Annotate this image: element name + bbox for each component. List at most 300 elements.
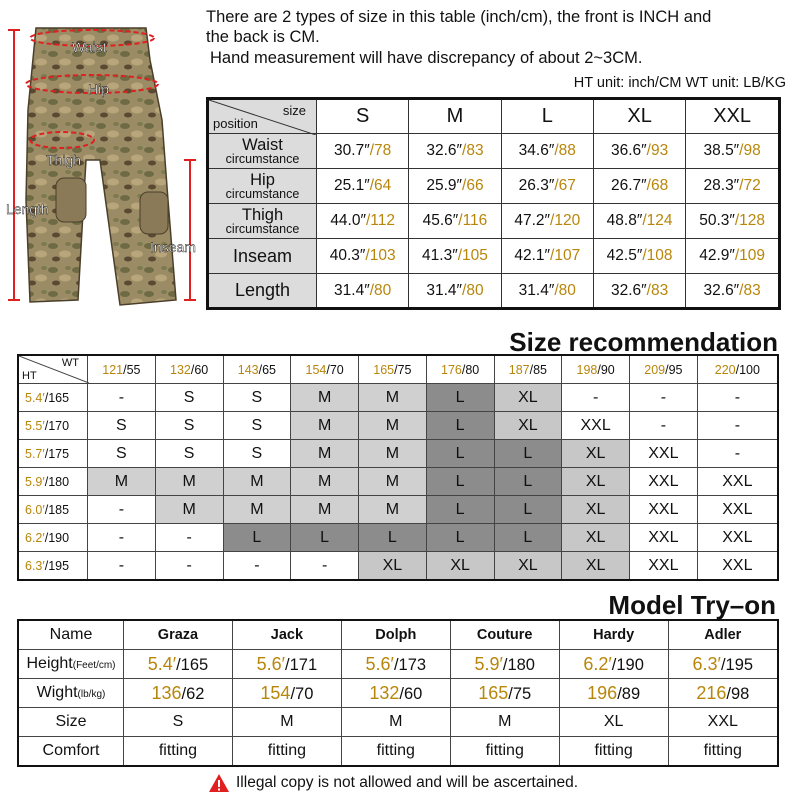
- height-header: [18, 440, 88, 468]
- inch-value: 25.1″: [334, 177, 370, 194]
- height-ft: 5.4′: [147, 653, 177, 674]
- size-value: [593, 204, 685, 239]
- inch-value: 30.7″: [334, 142, 370, 159]
- size-value: [686, 274, 780, 309]
- size-value: [317, 239, 409, 274]
- weight-kg: /62: [181, 684, 205, 703]
- cm-value: /93: [646, 142, 669, 159]
- height-ft: 6.2′: [25, 530, 45, 545]
- size-row-label: [208, 169, 317, 204]
- model-weight: [232, 679, 341, 708]
- tryon-weight-row: [18, 679, 778, 708]
- recommended-size: L: [494, 496, 562, 524]
- height-cm: /185: [44, 502, 70, 517]
- recommended-size: S: [155, 440, 223, 468]
- height-unit: (Feet/cm): [72, 660, 116, 671]
- recommended-size: M: [223, 496, 291, 524]
- size-value: [409, 274, 501, 309]
- weight-header: [494, 355, 562, 384]
- size-row: [208, 134, 780, 169]
- size-row: [208, 239, 780, 274]
- tryon-size-row: [18, 708, 778, 737]
- height-ft: 5.6′: [256, 653, 286, 674]
- model-size: M: [341, 708, 450, 737]
- corner-wt: WT: [61, 357, 79, 369]
- weight-lb: 136: [151, 682, 182, 703]
- size-row: [208, 169, 780, 204]
- recommended-size: XXL: [630, 468, 698, 496]
- height-ft: 5.9′: [474, 653, 503, 674]
- inch-value: 34.6″: [518, 142, 555, 159]
- height-row: [18, 524, 778, 552]
- tryon-name-row-label: [18, 620, 124, 650]
- recommended-size: L: [494, 524, 562, 552]
- weight-kg: /70: [326, 362, 344, 377]
- tryon-height-row: [18, 650, 778, 679]
- recommended-size: XXL: [630, 552, 698, 581]
- recommended-size: M: [359, 468, 427, 496]
- weight-header: [88, 355, 156, 384]
- height-cm: /175: [44, 446, 70, 461]
- recommended-size: XL: [359, 552, 427, 581]
- recommended-size: -: [155, 552, 223, 581]
- size-value: [409, 134, 501, 169]
- size-value: [317, 274, 409, 309]
- model-size: M: [232, 708, 341, 737]
- recommended-size: L: [494, 468, 562, 496]
- size-header: M: [409, 99, 501, 134]
- recommendation-table: [17, 354, 779, 581]
- copyright-warning: [208, 773, 578, 793]
- model-size: S: [124, 708, 233, 737]
- height-row: [18, 412, 778, 440]
- cm-value: /66: [462, 177, 484, 194]
- measure-name: Waist: [242, 135, 283, 154]
- weight-lb: 132: [369, 682, 400, 703]
- model-size: XXL: [668, 708, 778, 737]
- cm-value: /68: [646, 177, 669, 194]
- weight-kg: /55: [123, 362, 141, 377]
- model-weight: [668, 679, 778, 708]
- model-height: [450, 650, 559, 679]
- inch-value: 26.7″: [610, 177, 647, 194]
- size-value: [501, 169, 593, 204]
- size-value: [501, 134, 593, 169]
- weight-lb: 165: [478, 682, 509, 703]
- height-label: Height: [26, 655, 73, 672]
- inch-value: 31.4″: [518, 281, 555, 299]
- height-cm: /180: [502, 655, 535, 674]
- weight-kg: /75: [394, 362, 412, 377]
- knee-pad-right: [140, 192, 168, 234]
- comfort-label: Comfort: [42, 742, 100, 759]
- model-comfort: fitting: [124, 737, 233, 767]
- pants-illustration: [0, 0, 210, 345]
- inch-value: 32.6″: [703, 281, 740, 299]
- knee-pad-left: [56, 178, 86, 222]
- cm-value: /78: [369, 142, 392, 159]
- height-cm: /165: [44, 390, 70, 405]
- warning-text: Illegal copy is not allowed and will be ascertained.: [236, 774, 579, 791]
- weight-header: [562, 355, 630, 384]
- tryon-comfort-row-label: [18, 737, 124, 767]
- recommended-size: L: [291, 524, 359, 552]
- size-row-label: [208, 239, 317, 274]
- height-cm: /173: [393, 655, 427, 674]
- height-cm: /171: [285, 655, 318, 674]
- model-height: [668, 650, 778, 679]
- tryon-table: [17, 619, 779, 767]
- inch-value: 31.4″: [334, 281, 370, 299]
- model-name: Jack: [232, 620, 341, 650]
- weight-lb: 196: [587, 682, 618, 703]
- recommended-size: XXL: [697, 496, 778, 524]
- weight-kg: /70: [290, 684, 314, 703]
- height-ft: 5.5′: [25, 418, 45, 433]
- recommended-size: XL: [562, 468, 630, 496]
- cm-value: /112: [365, 212, 395, 229]
- model-comfort: fitting: [341, 737, 450, 767]
- weight-kg: /60: [190, 362, 209, 377]
- recommended-size: XL: [562, 496, 630, 524]
- cm-value: /72: [739, 177, 761, 194]
- recommended-size: L: [426, 524, 494, 552]
- inch-value: 25.9″: [426, 177, 463, 194]
- recommendation-title: Size recommendation: [509, 327, 778, 357]
- weight-header: [630, 355, 698, 384]
- size-value: [409, 169, 501, 204]
- weight-kg: /60: [399, 684, 423, 703]
- recommended-size: -: [630, 384, 698, 412]
- recommended-size: M: [359, 412, 427, 440]
- weight-kg: /98: [726, 684, 750, 703]
- recommended-size: XXL: [630, 440, 698, 468]
- label-inseam: Inseam: [150, 239, 196, 255]
- recommended-size: S: [155, 384, 223, 412]
- model-weight: [559, 679, 668, 708]
- inch-value: 47.2″: [514, 212, 551, 229]
- corner-position-label: position: [213, 116, 258, 131]
- recommended-size: XXL: [697, 468, 778, 496]
- recommended-size: M: [291, 384, 359, 412]
- cm-value: /80: [554, 281, 576, 299]
- size-value: [593, 134, 685, 169]
- tryon-comfort-row: [18, 737, 778, 767]
- size-table-corner: [208, 99, 317, 134]
- size-value: [501, 274, 593, 309]
- size-header: XXL: [686, 99, 780, 134]
- recommended-size: S: [88, 440, 156, 468]
- weight-header-row: [18, 355, 778, 384]
- recommended-size: -: [291, 552, 359, 581]
- height-row: [18, 496, 778, 524]
- weight-kg: /85: [529, 362, 547, 377]
- recommended-size: XXL: [630, 524, 698, 552]
- weight-header: [359, 355, 427, 384]
- recommended-size: XL: [562, 552, 630, 581]
- corner-size-label: size: [282, 103, 306, 118]
- size-value: [317, 169, 409, 204]
- recommended-size: L: [426, 496, 494, 524]
- height-header: [18, 384, 88, 412]
- height-ft: 5.4′: [25, 390, 45, 405]
- recommended-size: S: [223, 440, 291, 468]
- size-value: [501, 204, 593, 239]
- recommended-size: M: [359, 384, 427, 412]
- recommended-size: M: [291, 496, 359, 524]
- height-ft: 5.9′: [25, 474, 45, 489]
- size-value: [593, 169, 685, 204]
- measure-sub: circumstance: [225, 221, 300, 236]
- height-header: [18, 496, 88, 524]
- recommended-size: -: [155, 524, 223, 552]
- height-header: [18, 468, 88, 496]
- product-figure: [0, 0, 210, 345]
- size-header: L: [501, 99, 593, 134]
- measure-name: Thigh: [241, 205, 284, 224]
- recommended-size: M: [155, 496, 223, 524]
- size-value: [686, 169, 780, 204]
- height-row: [18, 468, 778, 496]
- measure-sub: circumstance: [225, 186, 300, 201]
- recommended-size: XL: [494, 412, 562, 440]
- recommended-size: -: [88, 384, 156, 412]
- recommended-size: -: [88, 552, 156, 581]
- tryon-weight-row-label: [18, 679, 124, 708]
- model-comfort: fitting: [232, 737, 341, 767]
- height-cm: /190: [44, 530, 70, 545]
- tryon-height-row-label: [18, 650, 124, 679]
- weight-header: [291, 355, 359, 384]
- cm-value: /109: [734, 247, 766, 264]
- height-cm: /195: [720, 655, 754, 674]
- model-height: [341, 650, 450, 679]
- weight-header: [155, 355, 223, 384]
- model-height: [124, 650, 233, 679]
- units-legend: HT unit: inch/CM WT unit: LB/KG: [573, 75, 786, 91]
- cm-value: /103: [365, 247, 396, 264]
- cm-value: /67: [554, 177, 576, 194]
- cm-value: /80: [462, 281, 484, 299]
- intro-line-1: There are 2 types of size in this table (inch/cm), the front is INCH and: [206, 8, 712, 26]
- size-row: [208, 274, 780, 309]
- model-name: Graza: [124, 620, 233, 650]
- recommended-size: L: [359, 524, 427, 552]
- weight-kg: /80: [461, 362, 480, 377]
- size-row-label: [208, 134, 317, 169]
- recommended-size: XL: [562, 524, 630, 552]
- size-value: [686, 134, 780, 169]
- recommended-size: M: [155, 468, 223, 496]
- weight-lb: 187: [508, 362, 530, 377]
- weight-header: [223, 355, 291, 384]
- height-cm: /170: [44, 418, 70, 433]
- height-cm: /190: [611, 655, 644, 674]
- label-waist: Waist: [72, 39, 107, 55]
- recommended-size: -: [630, 412, 698, 440]
- height-row: [18, 384, 778, 412]
- label-thigh: Thigh: [46, 152, 82, 168]
- recommended-size: XXL: [697, 524, 778, 552]
- weight-kg: /65: [258, 362, 276, 377]
- model-comfort: fitting: [450, 737, 559, 767]
- recommended-size: S: [88, 412, 156, 440]
- intro-line-2: the back is CM.: [206, 28, 320, 46]
- recommended-size: M: [291, 468, 359, 496]
- weight-unit: (lb/kg): [77, 689, 106, 700]
- intro-line-3: Hand measurement will have discrepancy of about 2~3CM.: [210, 49, 643, 67]
- model-comfort: fitting: [559, 737, 668, 767]
- cm-value: /116: [458, 212, 488, 229]
- size-header: XL: [593, 99, 685, 134]
- weight-lb: 220: [714, 362, 736, 377]
- weight-kg: /89: [617, 684, 641, 703]
- tryon-name-row: [18, 620, 778, 650]
- size-header: S: [317, 99, 409, 134]
- cm-value: /64: [369, 177, 392, 194]
- recommended-size: L: [223, 524, 291, 552]
- weight-lb: 154: [260, 682, 291, 703]
- model-weight: [450, 679, 559, 708]
- inch-value: 32.6″: [426, 142, 463, 159]
- cm-value: /83: [462, 142, 484, 159]
- size-value: [593, 239, 685, 274]
- recommended-size: XXL: [630, 496, 698, 524]
- weight-label: Wight: [36, 684, 78, 701]
- cm-value: /107: [550, 247, 581, 264]
- size-row-label: [208, 204, 317, 239]
- height-ft: 6.3′: [692, 653, 721, 674]
- size-value: [593, 274, 685, 309]
- size-value: [686, 204, 780, 239]
- rec-corner: [18, 355, 88, 384]
- weight-header: [426, 355, 494, 384]
- tryon-size-row-label: [18, 708, 124, 737]
- inch-value: 38.5″: [703, 142, 740, 159]
- model-name: Hardy: [559, 620, 668, 650]
- height-ft: 6.2′: [583, 653, 612, 674]
- corner-ht: HT: [22, 370, 37, 382]
- inch-value: 40.3″: [329, 247, 366, 264]
- weight-lb: 121: [102, 362, 124, 377]
- height-cm: /165: [176, 655, 209, 674]
- size-label: Size: [55, 713, 87, 730]
- weight-kg: /75: [508, 684, 532, 703]
- inch-value: 28.3″: [703, 177, 740, 194]
- measure-name: Length: [234, 280, 291, 300]
- recommended-size: -: [697, 440, 778, 468]
- recommended-size: -: [562, 384, 630, 412]
- measure-sub: circumstance: [225, 151, 300, 166]
- height-ft: 5.6′: [365, 653, 394, 674]
- recommended-size: L: [426, 440, 494, 468]
- size-value: [686, 239, 780, 274]
- model-size: M: [450, 708, 559, 737]
- cm-value: /98: [739, 142, 761, 159]
- measure-name: Hip: [250, 170, 275, 189]
- weight-lb: 198: [576, 362, 598, 377]
- recommended-size: S: [223, 384, 291, 412]
- cm-value: /105: [457, 247, 488, 264]
- model-comfort: fitting: [668, 737, 778, 767]
- inch-value: 48.8″: [606, 212, 643, 229]
- model-name: Dolph: [341, 620, 450, 650]
- height-cm: /180: [44, 474, 70, 489]
- cm-value: /128: [734, 212, 766, 229]
- cm-value: /83: [646, 281, 669, 299]
- cm-value: /88: [554, 142, 576, 159]
- measure-name: Inseam: [232, 245, 293, 266]
- weight-lb: 143: [237, 362, 259, 377]
- weight-lb: 176: [441, 362, 462, 377]
- recommended-size: XL: [494, 384, 562, 412]
- size-value: [317, 204, 409, 239]
- weight-kg: /100: [735, 362, 760, 377]
- recommended-size: -: [223, 552, 291, 581]
- inch-value: 42.5″: [606, 247, 643, 264]
- cm-value: /120: [550, 212, 581, 229]
- recommended-size: XL: [426, 552, 494, 581]
- inch-value: 50.3″: [699, 212, 735, 229]
- recommended-size: M: [291, 440, 359, 468]
- model-weight: [341, 679, 450, 708]
- recommended-size: L: [494, 440, 562, 468]
- name-header: Name: [49, 626, 93, 643]
- size-value: [409, 204, 501, 239]
- recommended-size: M: [291, 412, 359, 440]
- recommended-size: -: [88, 524, 156, 552]
- warning-icon: [208, 773, 230, 793]
- recommended-size: M: [223, 468, 291, 496]
- weight-lb: 154: [305, 362, 327, 377]
- size-row-label: [208, 274, 317, 309]
- height-ft: 5.7′: [25, 446, 45, 461]
- cm-value: /108: [642, 247, 673, 264]
- recommended-size: XL: [494, 552, 562, 581]
- weight-lb: 209: [644, 362, 666, 377]
- recommended-size: XL: [562, 440, 630, 468]
- height-header: [18, 524, 88, 552]
- size-table: [206, 97, 781, 310]
- height-row: [18, 440, 778, 468]
- size-row: [208, 204, 780, 239]
- recommended-size: M: [88, 468, 156, 496]
- size-value: [317, 134, 409, 169]
- cm-value: /83: [739, 281, 761, 299]
- recommended-size: M: [359, 440, 427, 468]
- recommended-size: XXL: [697, 552, 778, 581]
- cm-value: /124: [642, 212, 673, 229]
- height-ft: 6.3′: [25, 558, 45, 573]
- model-size: XL: [559, 708, 668, 737]
- inch-value: 26.3″: [518, 177, 555, 194]
- model-name: Adler: [668, 620, 778, 650]
- cm-value: /80: [369, 281, 392, 299]
- height-header: [18, 552, 88, 581]
- inch-value: 36.6″: [610, 142, 647, 159]
- size-value: [409, 239, 501, 274]
- tryon-title: Model Try–on: [608, 590, 776, 620]
- model-name: Couture: [450, 620, 559, 650]
- recommended-size: S: [155, 412, 223, 440]
- height-ft: 6.0′: [25, 502, 45, 517]
- inch-value: 41.3″: [422, 247, 458, 264]
- model-weight: [124, 679, 233, 708]
- weight-lb: 165: [373, 362, 395, 377]
- model-height: [559, 650, 668, 679]
- label-hip: Hip: [88, 81, 110, 97]
- recommended-size: L: [426, 468, 494, 496]
